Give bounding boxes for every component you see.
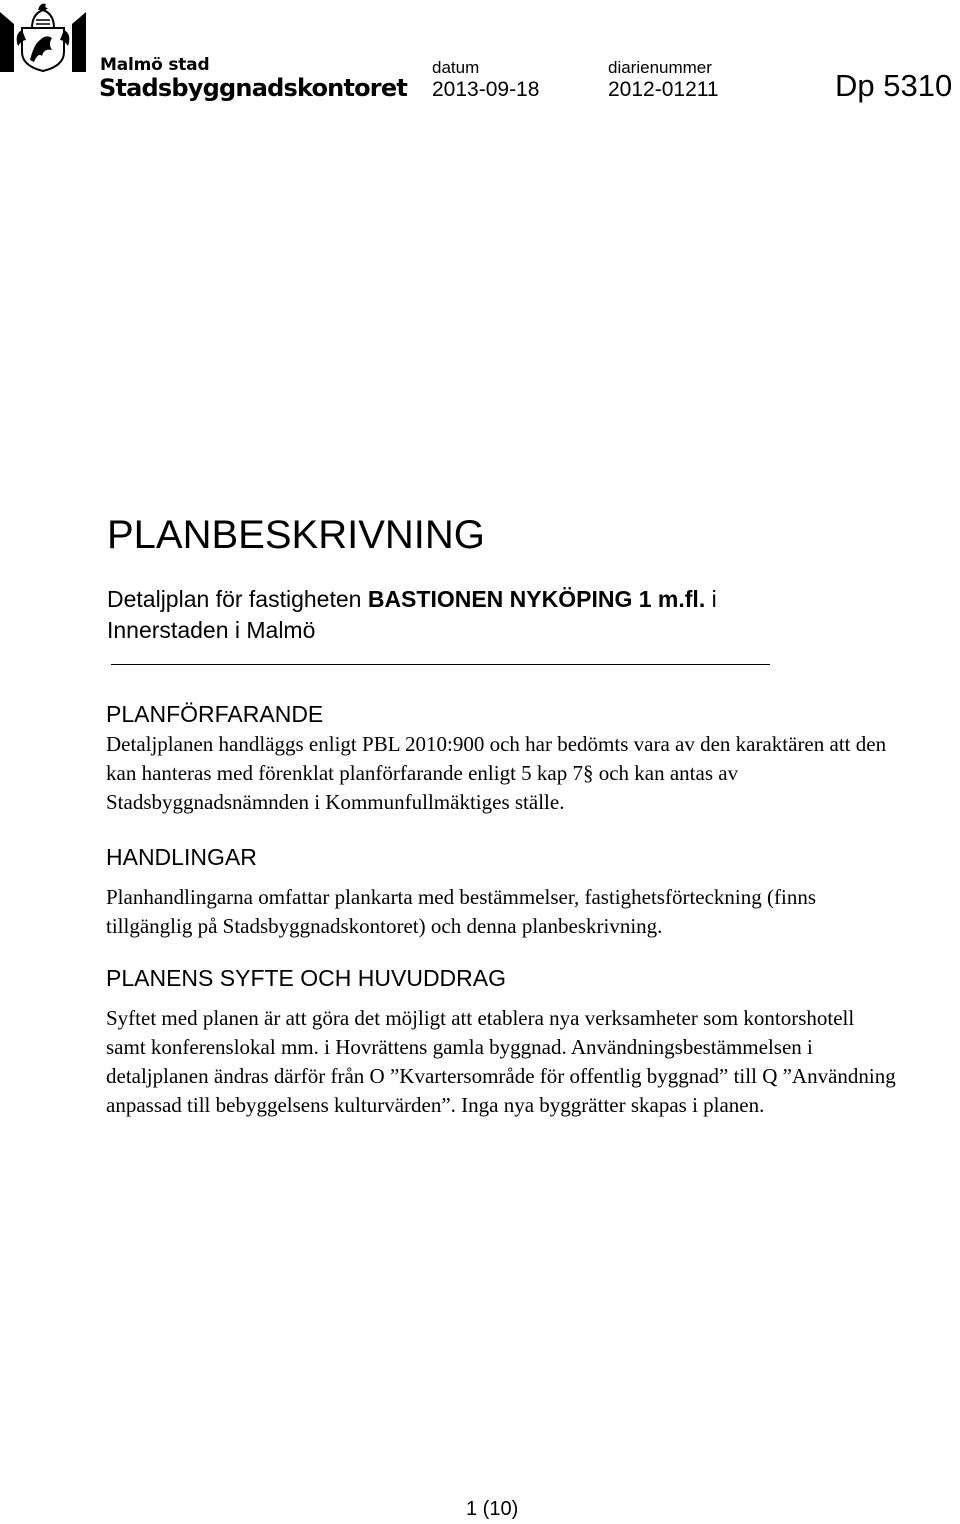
malmo-coat-of-arms-icon	[0, 0, 86, 72]
document-subtitle	[107, 584, 807, 646]
section-heading-handlingar: HANDLINGAR	[106, 844, 257, 870]
page-number: 1 (10)	[466, 1498, 519, 1520]
org-name: Malmö stad	[100, 55, 210, 75]
date-label: datum	[432, 58, 480, 77]
registration-number-label: diarienummer	[608, 58, 712, 77]
section-heading-planens-syfte: PLANENS SYFTE OCH HUVUDDRAG	[106, 965, 507, 991]
registration-number-value: 2012-01211	[608, 78, 719, 101]
title-divider	[111, 664, 770, 665]
plan-number: Dp 5310	[835, 68, 953, 103]
section-body-planens-syfte: Syftet med planen är att göra det möjligt att etablera nya verksamheter som kontorshotell samt konferenslokal mm. i Hovrättens gamla byggnad. Användningsbestämmelsen i detaljplanen ändras därför från O ”Kvartersområde för offentlig byggnad” till Q ”Användning anpassad till bebyggelsens kulturvärden”. Inga nya byggrätter skapas i planen.	[106, 1006, 896, 1117]
document-title: PLANBESKRIVNING	[107, 513, 485, 557]
subtitle-prefix: Detaljplan för fastigheten	[107, 586, 368, 612]
department-name: Stadsbyggnadskontoret	[99, 74, 407, 102]
section-heading-planforfarande: PLANFÖRFARANDE	[106, 701, 324, 727]
date-value: 2013-09-18	[432, 78, 540, 101]
property-name: BASTIONEN NYKÖPING 1 m.fl.	[367, 586, 706, 612]
section-body-planforfarande: Detaljplanen handläggs enligt PBL 2010:900 och har bedömts vara av den karaktären att den kan hanteras med förenklat planförfarande enligt 5 kap 7§ och kan antas av Stadsbyggnadsnämnden i Kommunfullmäktiges ställe.	[106, 732, 887, 814]
section-body-handlingar: Planhandlingarna omfattar plankarta med bestämmelser, fastighetsförteckning (finns tillgänglig på Stadsbyggnadskontoret) och denna planbeskrivning.	[106, 885, 817, 938]
subtitle-suffix: i Innerstaden i Malmö	[107, 586, 717, 643]
